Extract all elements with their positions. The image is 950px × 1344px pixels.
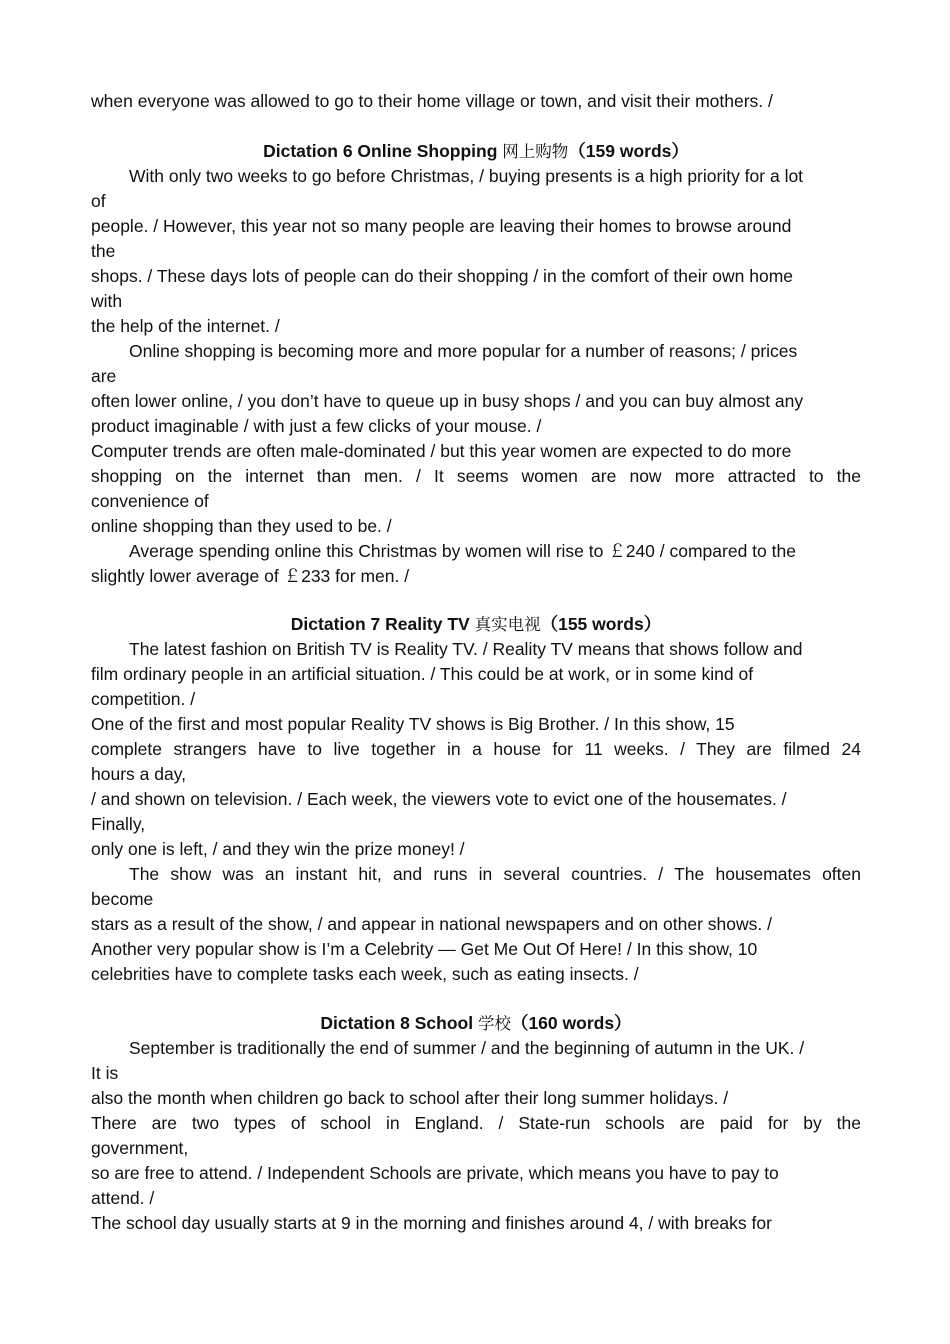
section-heading-6 — [91, 139, 861, 164]
section-title: Dictation 6 Online Shopping — [263, 141, 498, 161]
text-line: with — [91, 291, 123, 311]
text-line: There are two types of school in England. / State-run schools are paid for by the — [91, 1113, 861, 1133]
section-title: Dictation 7 Reality TV — [290, 614, 470, 634]
text-line: Computer trends are often male-dominated / but this year women are expected to do more — [91, 441, 792, 461]
section-word-count: （155 words） — [540, 614, 662, 634]
text-line: / and shown on television. / Each week, the viewers vote to evict one of the housemates. / — [91, 789, 787, 809]
section-chinese-title: 真实电视 — [474, 615, 541, 634]
text-line: With only two weeks to go before Christmas, / buying presents is a high priority for a lot — [129, 166, 804, 186]
text-line: the help of the internet. / — [91, 316, 280, 336]
section-title: Dictation 8 School — [320, 1013, 474, 1033]
text-line: people. / However, this year not so many people are leaving their homes to browse around — [91, 216, 792, 236]
text-line: Online shopping is becoming more and more popular for a number of reasons; / prices — [129, 341, 798, 361]
text-line: The school day usually starts at 9 in the morning and finishes around 4, / with breaks for — [91, 1213, 772, 1233]
text-line: Another very popular show is I’m a Celebrity — Get Me Out Of Here! / In this show, 10 — [91, 939, 758, 959]
text-line: celebrities have to complete tasks each week, such as eating insects. / — [91, 964, 639, 984]
text-line: the — [91, 241, 116, 261]
text-line: hours a day, — [91, 764, 187, 784]
text-line: government, — [91, 1138, 189, 1158]
text-line: only one is left, / and they win the prize money! / — [91, 839, 465, 859]
text-line: film ordinary people in an artificial situation. / This could be at work, or in some kind of — [91, 664, 754, 684]
text-line: so are free to attend. / Independent Schools are private, which means you have to pay to — [91, 1163, 779, 1183]
section-heading-7 — [91, 612, 861, 637]
text-line: become — [91, 889, 154, 909]
text-line: complete strangers have to live together in a house for 11 weeks. / They are filmed 24 — [91, 739, 861, 759]
section-chinese-title: 网上购物 — [502, 142, 569, 161]
text-line: shops. / These days lots of people can do their shopping / in the comfort of their own home — [91, 266, 794, 286]
section-chinese-title: 学校 — [477, 1014, 511, 1033]
text-line: are — [91, 366, 117, 386]
text-line: slightly lower average of ￡233 for men. / — [91, 566, 410, 586]
text-line: convenience of — [91, 491, 209, 511]
text-line: One of the first and most popular Reality TV shows is Big Brother. / In this show, 15 — [91, 714, 735, 734]
section-word-count: （160 words） — [510, 1013, 632, 1033]
text-line: often lower online, / you don’t have to queue up in busy shops / and you can buy almost any — [91, 391, 804, 411]
text-line: shopping on the internet than men. / It seems women are now more attracted to the — [91, 466, 861, 486]
text-line: It is — [91, 1063, 119, 1083]
text-line: competition. / — [91, 689, 196, 709]
text-line: of — [91, 191, 106, 211]
section-heading-8 — [91, 1011, 861, 1036]
text-line: The show was an instant hit, and runs in several countries. / The housemates often — [129, 864, 861, 884]
text-line: Average spending online this Christmas by women will rise to ￡240 / compared to the — [129, 541, 796, 561]
intro-line: when everyone was allowed to go to their home village or town, and visit their mothers. / — [91, 91, 773, 111]
text-line: online shopping than they used to be. / — [91, 516, 392, 536]
text-line: attend. / — [91, 1188, 155, 1208]
text-line: Finally, — [91, 814, 146, 834]
text-line: also the month when children go back to school after their long summer holidays. / — [91, 1088, 729, 1108]
text-line: stars as a result of the show, / and appear in national newspapers and on other shows. / — [91, 914, 772, 934]
section-word-count: （159 words） — [568, 141, 689, 161]
text-line: The latest fashion on British TV is Reality TV. / Reality TV means that shows follow and — [129, 639, 803, 659]
text-line: September is traditionally the end of summer / and the beginning of autumn in the UK. / — [129, 1038, 805, 1058]
text-line: product imaginable / with just a few clicks of your mouse. / — [91, 416, 542, 436]
